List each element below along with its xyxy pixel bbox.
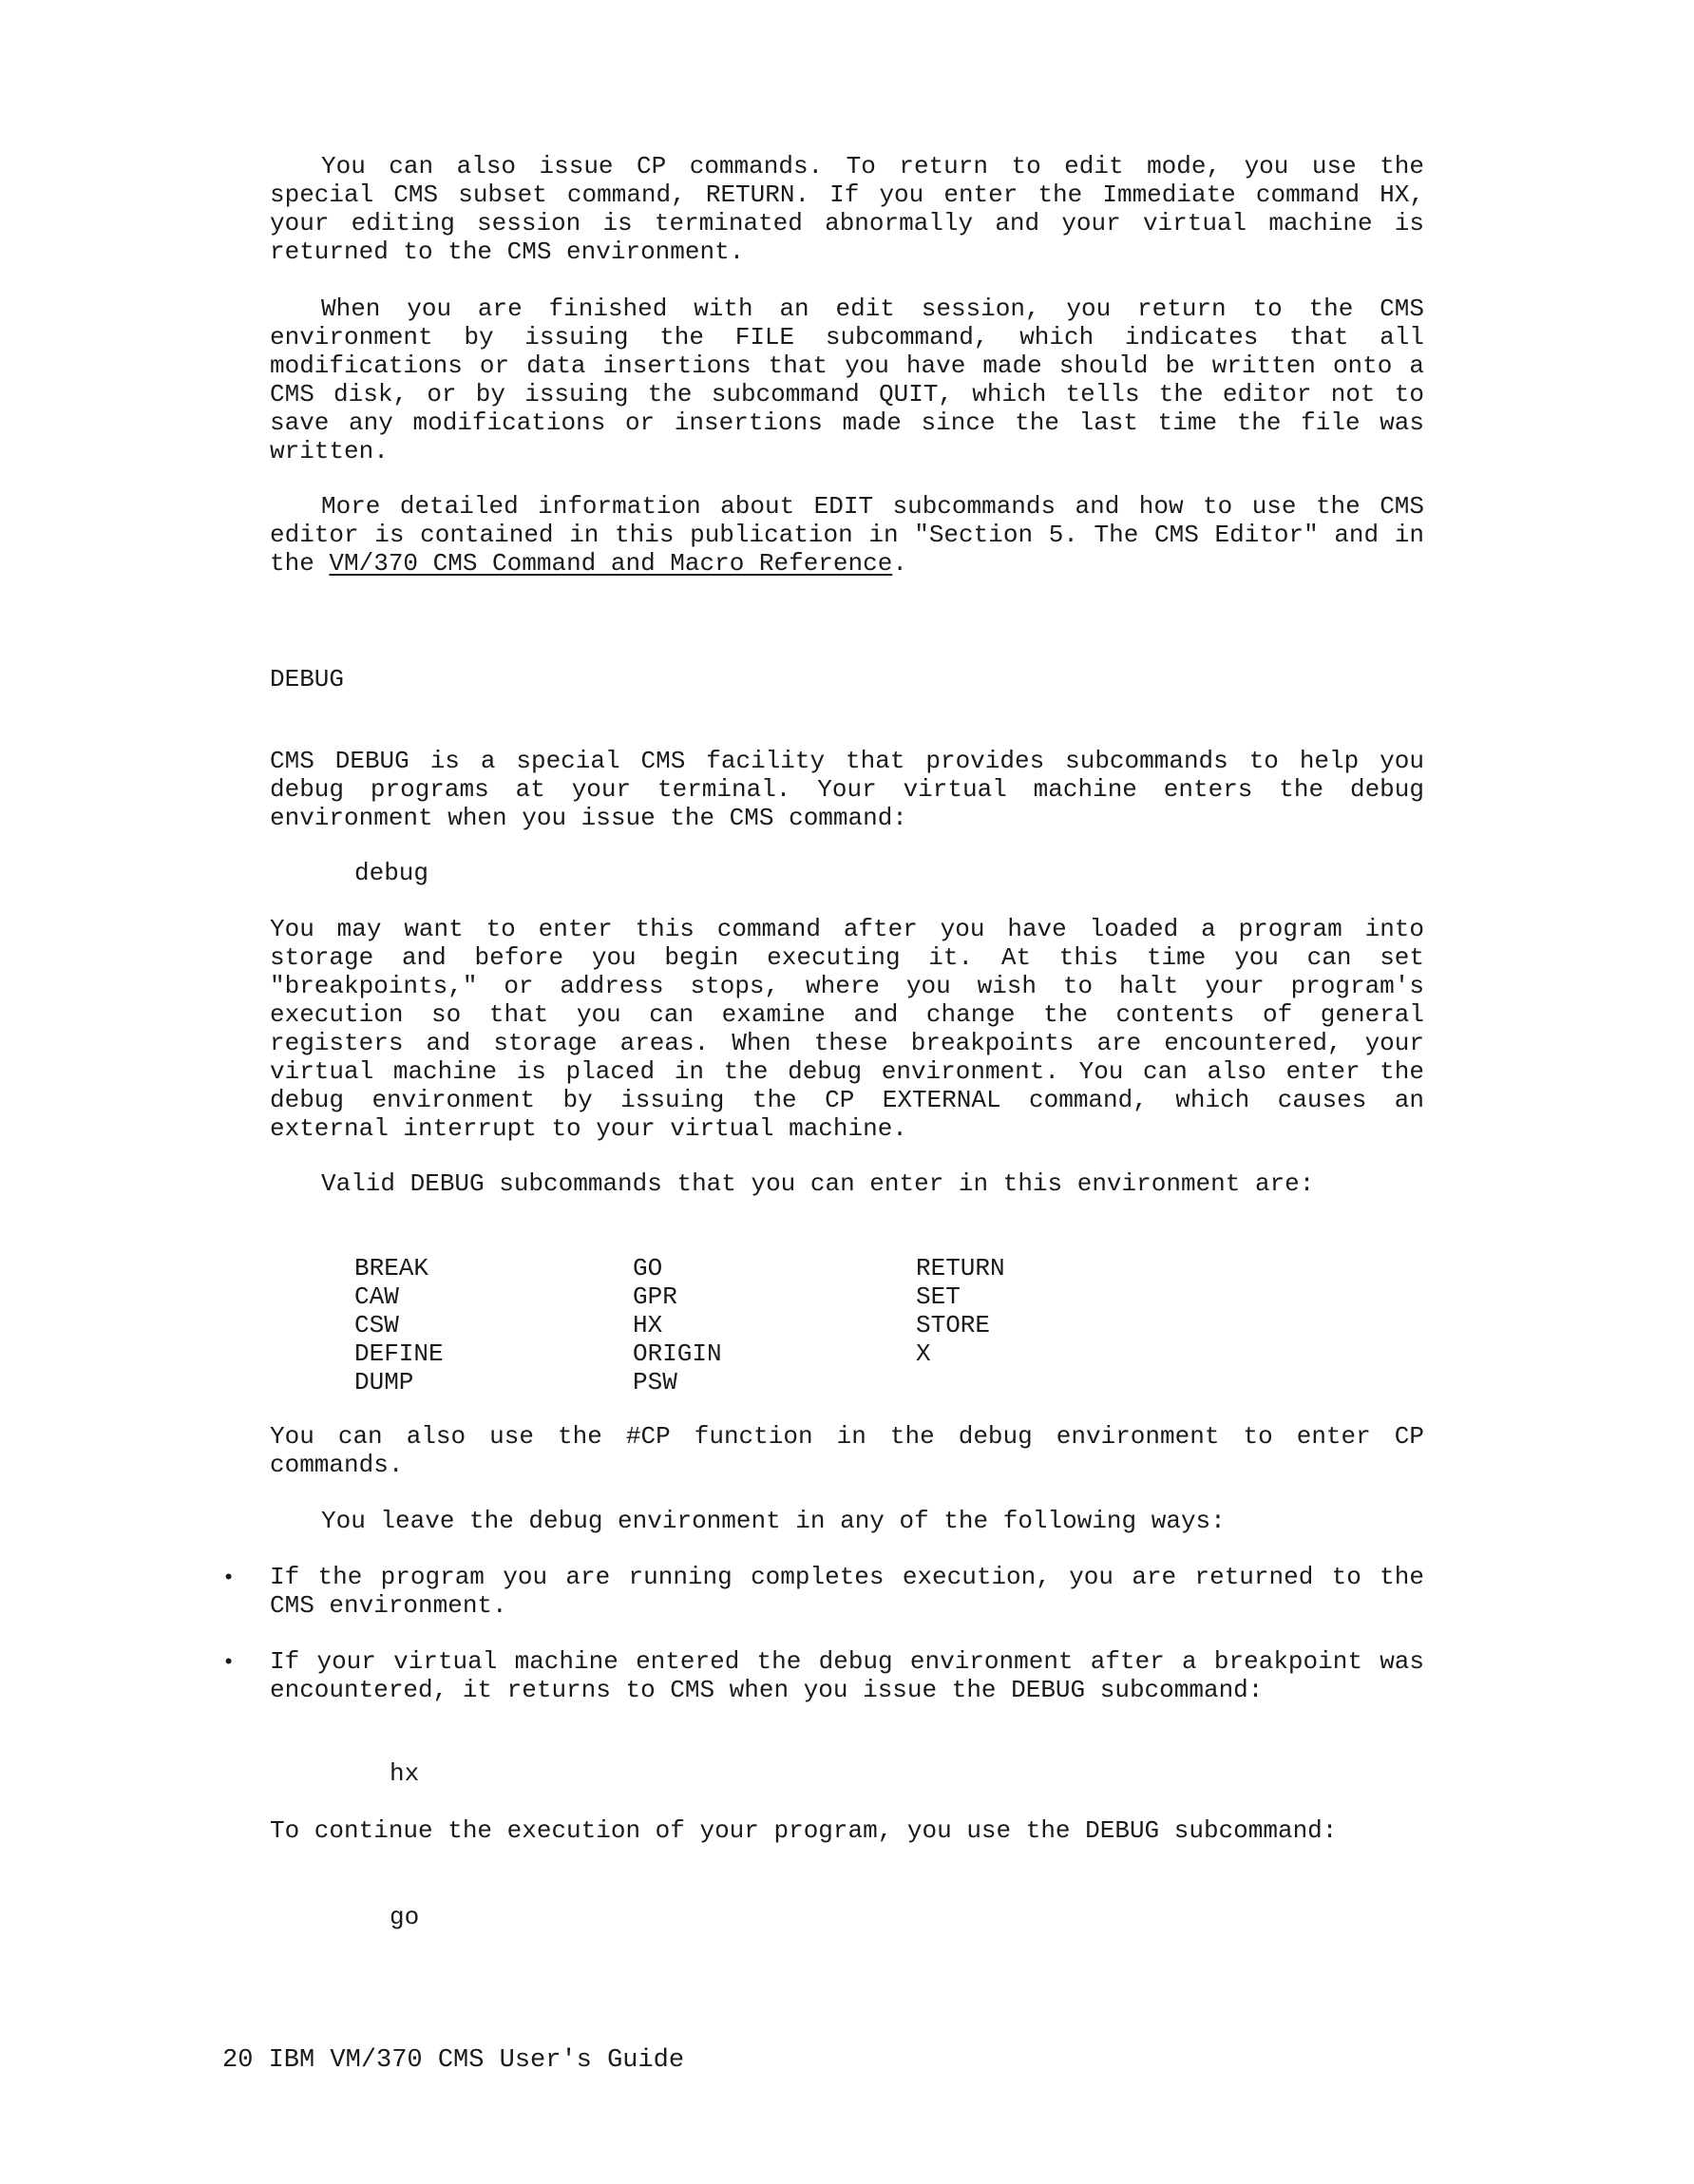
subcommand-item: CAW [354,1282,399,1311]
subcommand-item: X [916,1339,931,1368]
paragraph-cp-commands: You can also issue CP commands. To return to edit mode, you use the special CMS subset command, RETURN. If you enter the Immediate command HX, your editing session is terminated abnormally and your virtual machine is returned to the CMS environment. [270,152,1424,266]
subcommand-item: ORIGIN [633,1339,722,1368]
subcommand-item: SET [916,1282,961,1311]
command-hx: hx [390,1759,420,1788]
paragraph-finish-edit: When you are finished with an edit session, you return to the CMS environment by issuing the FILE subcommand, which indicates that all modifications or data insertions that you have made should be written onto a CMS disk, or by issuing the subcommand QUIT, which tells the editor not to save any modifications or insertions made since the last time the file was written. [270,294,1424,465]
paragraph-leave-debug: You leave the debug environment in any of the following ways: [321,1507,1226,1535]
subcommand-item: DUMP [354,1368,414,1396]
bullet-icon: • [222,1651,236,1675]
subcommand-item: BREAK [354,1254,429,1282]
bullet-item-program-completes: If the program you are running completes execution, you are returned to the CMS environment. [270,1563,1424,1620]
paragraph-more-info [270,492,1424,578]
subcommand-column-3 [916,1254,1005,1368]
reference-title: VM/370 CMS Command and Macro Reference [329,549,893,578]
subcommand-item: RETURN [916,1254,1005,1282]
bullet-item-breakpoint-return: If your virtual machine entered the debug environment after a breakpoint was encountered, it returns to CMS when you issue the DEBUG subcommand: [270,1647,1424,1704]
paragraph-continue-execution: To continue the execution of your program, you use the DEBUG subcommand: [270,1816,1338,1845]
subcommand-item: GPR [633,1282,677,1311]
paragraph-cp-function: You can also use the #CP function in the debug environment to enter CP commands. [270,1422,1424,1479]
paragraph-debug-intro: CMS DEBUG is a special CMS facility that provides subcommands to help you debug programs at your terminal. Your virtual machine enters the debug environment when you issue the CMS command: [270,747,1424,832]
subcommand-item: CSW [354,1311,399,1339]
subcommand-column-1 [354,1254,444,1396]
paragraph-breakpoints: You may want to enter this command after you have loaded a program into storage and before you begin executing it. At this time you can set "breakpoints," or address stops, where you wish to halt your program's execution so that you can examine and change the contents of general registers and storage areas. When these breakpoints are encountered, your virtual machine is placed in the debug environment. You can also enter the debug environment by issuing the CP EXTERNAL command, which causes an external interrupt to your virtual machine. [270,915,1424,1143]
subcommand-item: GO [633,1254,663,1282]
bullet-icon: • [222,1567,236,1590]
more-info-text: More detailed information about EDIT subcommands and how to use the CMS editor is contained in this publication in "Section 5. The CMS Editor" and in the [270,492,1424,578]
subcommand-item: DEFINE [354,1339,444,1368]
subcommand-item: PSW [633,1368,677,1396]
command-debug: debug [354,859,429,887]
paragraph-valid-subcommands: Valid DEBUG subcommands that you can enter in this environment are: [321,1169,1315,1198]
page-footer: 20 IBM VM/370 CMS User's Guide [222,2046,685,2075]
subcommand-column-2 [633,1254,722,1396]
command-go: go [390,1903,420,1931]
subcommand-item: STORE [916,1311,991,1339]
subcommand-item: HX [633,1311,663,1339]
section-heading-debug: DEBUG [270,665,345,693]
more-info-period: . [892,549,907,578]
